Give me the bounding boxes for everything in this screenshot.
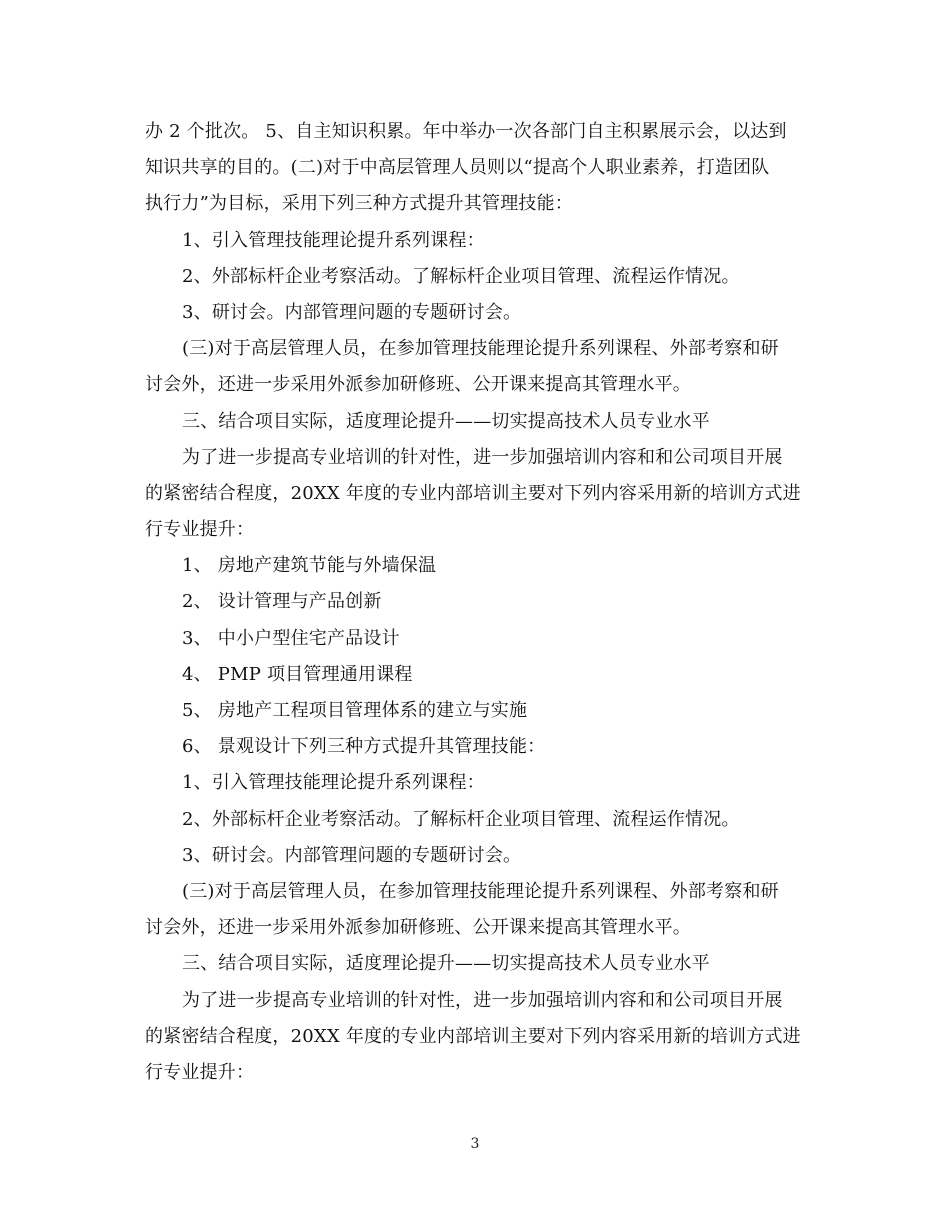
text-line: 的紧密结合程度，20XX 年度的专业内部培训主要对下列内容采用新的培训方式进 — [145, 1025, 801, 1047]
text-line: (三)对于高层管理人员，在参加管理技能理论提升系列课程、外部考察和研 — [182, 338, 779, 360]
document-body — [145, 114, 805, 1091]
text-line: 三、结合项目实际，适度理论提升——切实提高技术人员专业水平 — [182, 953, 710, 975]
text-line: 1、 房地产建筑节能与外墙保温 — [182, 555, 437, 577]
text-line: 3、研讨会。内部管理问题的专题研讨会。 — [182, 844, 522, 866]
text-line: 办 2 个批次。 5、自主知识积累。年中举办一次各部门自主积累展示会，以达到 — [145, 121, 787, 142]
text-line: 知识共享的目的。(二)对于中高层管理人员则以“提高个人职业素养，打造团队 — [145, 157, 770, 179]
text-line: 6、 景观设计下列三种方式提升其管理技能： — [182, 736, 546, 758]
text-line: 行专业提升： — [145, 519, 255, 541]
text-line: 1、引入管理技能理论提升系列课程： — [182, 772, 485, 794]
text-line: 2、外部标杆企业考察活动。了解标杆企业项目管理、流程运作情况。 — [182, 808, 740, 830]
text-line: 5、 房地产工程项目管理体系的建立与实施 — [182, 700, 528, 721]
text-line: 的紧密结合程度，20XX 年度的专业内部培训主要对下列内容采用新的培训方式进 — [145, 482, 801, 504]
page-number: 3 — [470, 1136, 480, 1152]
text-line: 3、研讨会。内部管理问题的专题研讨会。 — [182, 301, 522, 323]
text-line: 三、结合项目实际，适度理论提升——切实提高技术人员专业水平 — [182, 410, 710, 432]
text-line: 4、 PMP 项目管理通用课程 — [182, 663, 413, 685]
text-line: 2、外部标杆企业考察活动。了解标杆企业项目管理、流程运作情况。 — [182, 265, 740, 287]
text-line: 行专业提升： — [145, 1061, 255, 1083]
text-line: 为了进一步提高专业培训的针对性，进一步加强培训内容和和公司项目开展 — [182, 446, 783, 468]
text-line: 为了进一步提高专业培训的针对性，进一步加强培训内容和和公司项目开展 — [182, 989, 783, 1011]
text-line: 讨会外，还进一步采用外派参加研修班、公开课来提高其管理水平。 — [145, 374, 691, 396]
text-line: 讨会外，还进一步采用外派参加研修班、公开课来提高其管理水平。 — [145, 917, 691, 939]
text-line: 1、引入管理技能理论提升系列课程： — [182, 229, 485, 251]
text-line: (三)对于高层管理人员，在参加管理技能理论提升系列课程、外部考察和研 — [182, 880, 779, 902]
text-line: 执行力”为目标，采用下列三种方式提升其管理技能： — [145, 193, 573, 215]
text-line: 2、 设计管理与产品创新 — [182, 591, 382, 613]
text-line: 3、 中小户型住宅产品设计 — [182, 627, 400, 649]
